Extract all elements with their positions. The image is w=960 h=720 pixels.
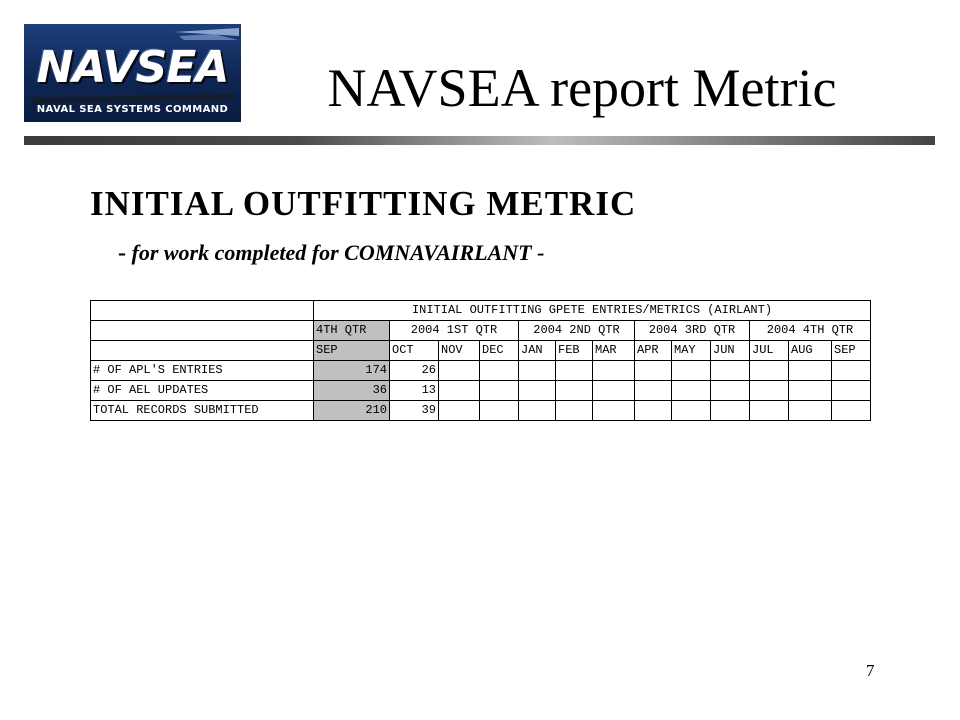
quarter-header: 2004 1ST QTR [389, 320, 519, 341]
empty-cell [479, 380, 519, 401]
value-sep: 210 [313, 400, 390, 421]
empty-cell [634, 380, 672, 401]
month-header: DEC [479, 340, 519, 361]
empty-cell [831, 360, 871, 381]
month-header: SEP [831, 340, 871, 361]
section-subheading [118, 240, 544, 267]
empty-cell [788, 360, 832, 381]
table-blank-cell [90, 320, 314, 341]
month-header: JUN [710, 340, 750, 361]
empty-cell [592, 360, 635, 381]
quarter-header: 2004 4TH QTR [749, 320, 871, 341]
value-oct: 39 [389, 400, 439, 421]
empty-cell [438, 360, 480, 381]
empty-cell [438, 400, 480, 421]
page-number: 7 [866, 661, 875, 680]
month-header: JUL [749, 340, 789, 361]
empty-cell [831, 380, 871, 401]
empty-cell [710, 380, 750, 401]
empty-cell [671, 360, 711, 381]
row-label: # OF AEL UPDATES [90, 380, 314, 401]
empty-cell [749, 380, 789, 401]
month-header: JAN [518, 340, 556, 361]
value-sep: 36 [313, 380, 390, 401]
empty-cell [555, 360, 593, 381]
quarter-header: 2004 2ND QTR [518, 320, 635, 341]
value-oct: 26 [389, 360, 439, 381]
empty-cell [518, 380, 556, 401]
table-caption: INITIAL OUTFITTING GPETE ENTRIES/METRICS (AIRLANT) [313, 300, 871, 321]
row-label: # OF APL'S ENTRIES [90, 360, 314, 381]
page-title: NAVSEA report Metric [327, 58, 837, 118]
empty-cell [634, 400, 672, 421]
empty-cell [479, 360, 519, 381]
empty-cell [438, 380, 480, 401]
empty-cell [479, 400, 519, 421]
logo-subtitle: NAVAL SEA SYSTEMS COMMAND [36, 104, 229, 115]
empty-cell [518, 360, 556, 381]
quarter-header: 4TH QTR [313, 320, 390, 341]
table-corner-cell [90, 300, 314, 321]
value-oct: 13 [389, 380, 439, 401]
empty-cell [555, 400, 593, 421]
empty-cell [671, 380, 711, 401]
month-header: FEB [555, 340, 593, 361]
empty-cell [831, 400, 871, 421]
month-header: APR [634, 340, 672, 361]
empty-cell [634, 360, 672, 381]
empty-cell [555, 380, 593, 401]
section-heading: INITIAL OUTFITTING METRIC [90, 184, 637, 223]
month-header: NOV [438, 340, 480, 361]
empty-cell [749, 360, 789, 381]
empty-cell [518, 400, 556, 421]
subheading-text: for work completed for COMNAVAIRLANT - [126, 240, 545, 265]
empty-cell [749, 400, 789, 421]
subheading-dash: - [118, 240, 126, 266]
empty-cell [710, 400, 750, 421]
month-header: SEP [313, 340, 390, 361]
navsea-logo [24, 24, 241, 122]
empty-cell [592, 380, 635, 401]
empty-cell [592, 400, 635, 421]
empty-cell [788, 400, 832, 421]
empty-cell [788, 380, 832, 401]
quarter-header: 2004 3RD QTR [634, 320, 750, 341]
value-sep: 174 [313, 360, 390, 381]
title-divider [24, 136, 935, 145]
month-header: MAR [592, 340, 635, 361]
month-header: AUG [788, 340, 832, 361]
empty-cell [710, 360, 750, 381]
row-label: TOTAL RECORDS SUBMITTED [90, 400, 314, 421]
metrics-table [90, 300, 871, 421]
month-header: OCT [389, 340, 439, 361]
table-blank-cell [90, 340, 314, 361]
logo-wordmark: NAVSEA [36, 42, 229, 93]
empty-cell [671, 400, 711, 421]
month-header: MAY [671, 340, 711, 361]
